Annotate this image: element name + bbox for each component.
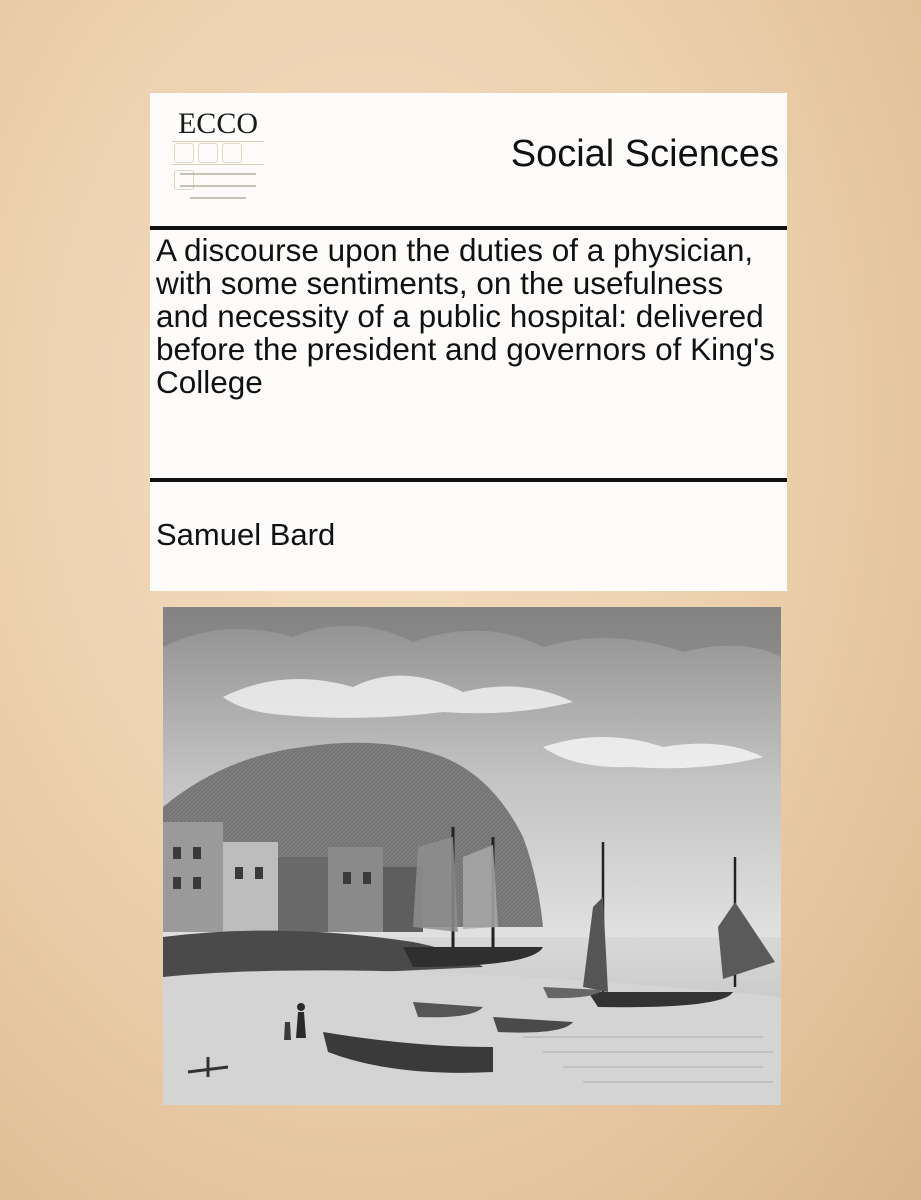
ecco-logo-icon xyxy=(168,107,268,215)
logo-text: ECCO xyxy=(177,107,258,140)
bottom-divider xyxy=(150,478,787,482)
cover-text-panel xyxy=(150,93,787,591)
book-author: Samuel Bard xyxy=(156,517,336,552)
series-label: Social Sciences xyxy=(510,133,779,175)
logo-ghost-letters xyxy=(172,141,264,165)
top-divider xyxy=(150,226,787,230)
harbor-engraving-illustration xyxy=(163,607,781,1105)
book-title: A discourse upon the duties of a physician, with some sentiments, on the usefulness and necessity of a public hospital: delivered before the president and governors of King's College xyxy=(156,232,775,400)
